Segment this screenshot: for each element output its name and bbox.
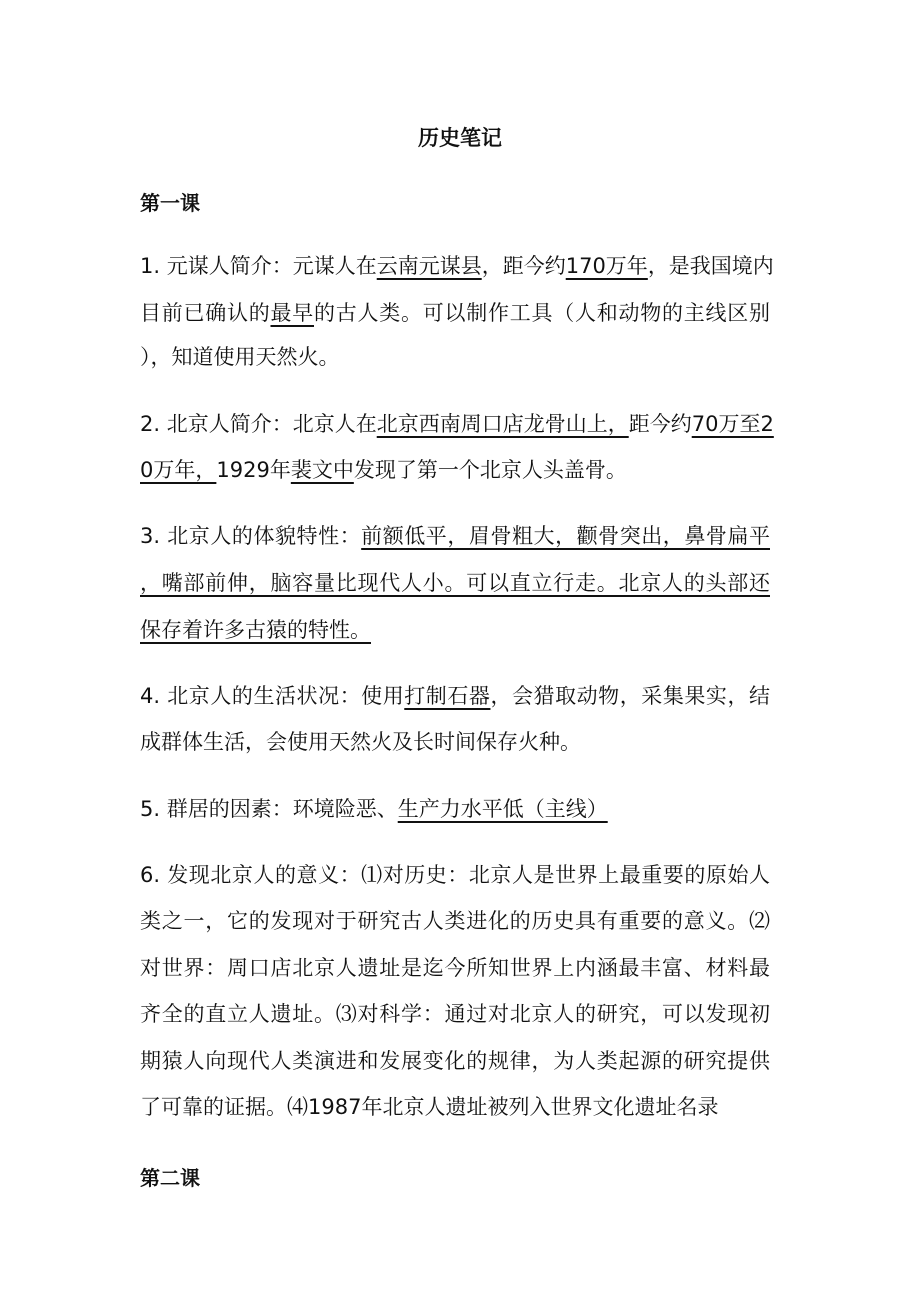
- text-segment: 类之一，它的发现对于研究古人类进化的历史具有重要的意义。⑵: [140, 909, 770, 933]
- underlined-text: 170万年: [565, 254, 648, 278]
- underlined-text: 北京西南周口店龙骨山上，: [376, 412, 629, 436]
- paragraph-1-line: [140, 298, 770, 328]
- text-segment: ，是我国境内: [647, 254, 774, 278]
- paragraph-4-line: [140, 681, 770, 711]
- paragraph-1-line: [140, 251, 774, 281]
- paragraph-6-line: [140, 999, 770, 1029]
- text-segment: 对世界：周口店北京人遗址是迄今所知世界上内涵最丰富、材料最: [140, 956, 770, 980]
- underlined-text: 0万年，: [140, 458, 217, 482]
- text-segment: 距今约: [628, 412, 692, 436]
- paragraph-3-line: [140, 521, 770, 551]
- paragraph-3-line: [140, 568, 770, 598]
- underlined-text: 最早: [270, 301, 314, 325]
- underlined-text: ，嘴部前伸，脑容量比现代人小。可以直立行走。北京人的头部还: [140, 571, 770, 595]
- text-segment: 4. 北京人的生活状况：使用: [140, 684, 405, 708]
- paragraph-2-line: [140, 409, 774, 439]
- paragraph-5-line: [140, 794, 770, 824]
- paragraph-6-line: [140, 1092, 770, 1122]
- paragraph-6-line: [140, 1046, 770, 1076]
- underlined-text: 前额低平，眉骨粗大，颧骨突出，鼻骨扁平: [361, 524, 770, 548]
- text-segment: 齐全的直立人遗址。⑶对科学：通过对北京人的研究，可以发现初: [140, 1002, 770, 1026]
- underlined-text: 打制石器: [404, 684, 491, 708]
- text-segment: 1929年: [216, 458, 291, 482]
- text-segment: ，距今约: [481, 254, 566, 278]
- paragraph-6-line: [140, 860, 770, 890]
- underlined-text: 生产力水平低（主线）: [397, 797, 608, 821]
- document-title: 历史笔记: [418, 125, 502, 150]
- text-segment: 的古人类。可以制作工具（人和动物的主线区别: [314, 301, 770, 325]
- text-segment: 6. 发现北京人的意义：⑴对历史：北京人是世界上最重要的原始人: [140, 863, 770, 887]
- text-segment: 5. 群居的因素：环境险恶、: [140, 797, 398, 821]
- underlined-text: 保存着许多古猿的特性。: [140, 618, 371, 642]
- paragraph-6-line: [140, 953, 770, 983]
- paragraph-2-line: [140, 455, 770, 485]
- underlined-text: 云南元谋县: [376, 254, 482, 278]
- text-segment: 了可靠的证据。⑷1987年北京人遗址被列入世界文化遗址名录: [140, 1095, 719, 1119]
- text-segment: 成群体生活，会使用天然火及长时间保存火种。: [140, 730, 581, 754]
- underlined-text: 裴文中: [290, 458, 354, 482]
- paragraph-6-line: [140, 906, 770, 936]
- text-segment: 1. 元谋人简介：元谋人在: [140, 254, 377, 278]
- underlined-text: 70万至2: [691, 412, 774, 436]
- text-segment: 发现了第一个北京人头盖骨。: [353, 458, 627, 482]
- text-segment: 期猿人向现代人类演进和发展变化的规律，为人类起源的研究提供: [140, 1049, 770, 1073]
- text-segment: 2. 北京人简介：北京人在: [140, 412, 377, 436]
- text-segment: ，会猎取动物，采集果实，结: [490, 684, 771, 708]
- lesson-heading-2: 第二课: [140, 1166, 200, 1190]
- text-segment: ），知道使用天然火。: [140, 345, 340, 369]
- paragraph-1-line: [140, 342, 770, 372]
- paragraph-4-line: [140, 727, 770, 757]
- text-segment: 目前已确认的: [140, 301, 271, 325]
- text-segment: 3. 北京人的体貌特性：: [140, 524, 362, 548]
- paragraph-3-line: [140, 615, 770, 645]
- lesson-heading-1: 第一课: [140, 191, 200, 215]
